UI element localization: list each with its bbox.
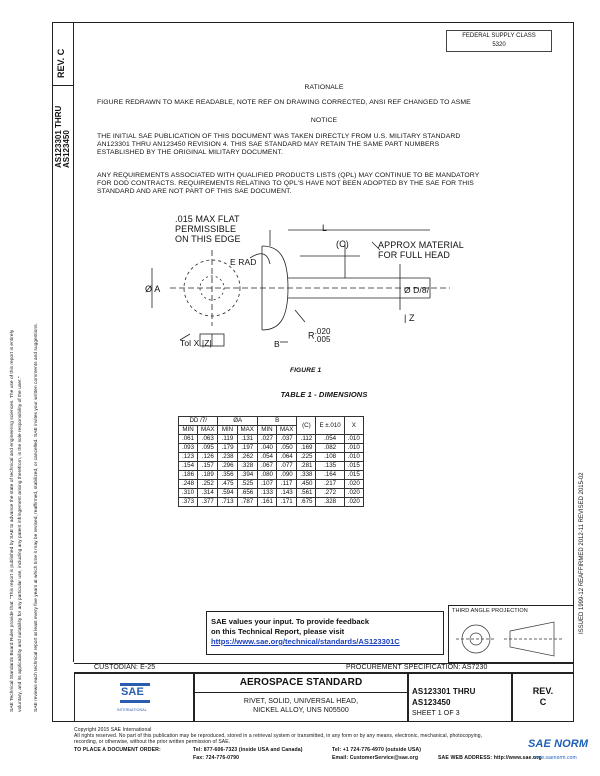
left-rev-label: REV. C xyxy=(56,48,66,78)
figure-note-flat: .015 MAX FLAT PERMISSIBLE ON THIS EDGE xyxy=(175,214,241,244)
table-cell: .117 xyxy=(276,480,296,489)
rationale-title: RATIONALE xyxy=(304,84,344,91)
figure-caption: FIGURE 1 xyxy=(290,367,322,374)
table-cell: .077 xyxy=(276,462,296,471)
table-cell: .015 xyxy=(344,471,363,480)
col-dd: DD /7/ xyxy=(179,417,218,426)
table-sub-header-row: MIN MAX MIN MAX MIN MAX xyxy=(179,426,364,435)
table-cell: .119 xyxy=(218,435,237,444)
col-dia-a: ØA xyxy=(218,417,257,426)
table-cell: .394 xyxy=(237,471,257,480)
table-cell: .067 xyxy=(257,462,276,471)
table-cell: .561 xyxy=(297,489,316,498)
table-cell: .186 xyxy=(179,471,198,480)
table-cell: .594 xyxy=(218,489,237,498)
table-cell: .225 xyxy=(297,453,316,462)
table-cell: .475 xyxy=(218,480,237,489)
table-cell: .525 xyxy=(237,480,257,489)
federal-supply-class: FEDERAL SUPPLY CLASS 5320 xyxy=(446,30,552,52)
notice-paragraph-2: ANY REQUIREMENTS ASSOCIATED WITH QUALIFIED PRODUCTS LISTS (QPL) MAY CONTINUE TO BE MANDATORY FOR DOD CONTRACTS. REQUIREMENTS RELATING TO QPL'S HAVE NOT BEEN ADOPTED BY THE SAE FOR THIS STANDARD AND ARE NOT PART OF THIS SAE DOCUMENT. xyxy=(97,172,480,195)
table-cell: .037 xyxy=(276,435,296,444)
table-cell: .217 xyxy=(316,480,344,489)
table-cell: .082 xyxy=(316,444,344,453)
table-body xyxy=(179,435,364,507)
figure-tolerance: Tol X |Z| xyxy=(180,338,212,348)
table-cell: .272 xyxy=(316,489,344,498)
table-cell: .090 xyxy=(276,471,296,480)
table-row xyxy=(179,471,364,480)
table-cell: .154 xyxy=(179,462,198,471)
notice-paragraph-1: THE INITIAL SAE PUBLICATION OF THIS DOCUMENT WAS TAKEN DIRECTLY FROM U.S. MILITARY STANDARD AN123301 THRU AN123450 REVISION 4. THIS SAE STANDARD MAY RETAIN THE SAME PART NUMBERS ESTABLISHED BY THE ORIGINAL MILITARY DOCUMENT. xyxy=(97,133,461,156)
table-cell: .063 xyxy=(198,435,218,444)
table-cell: .189 xyxy=(198,471,218,480)
sae-logo-subtext: INTERNATIONAL xyxy=(117,708,147,712)
table-row xyxy=(179,444,364,453)
table-cell: .356 xyxy=(218,471,237,480)
table-row xyxy=(179,480,364,489)
procurement-label: PROCUREMENT SPECIFICATION: AS7230 xyxy=(346,664,488,671)
table-cell: .050 xyxy=(276,444,296,453)
figure-label-l: L xyxy=(322,223,328,233)
table-cell: .135 xyxy=(316,462,344,471)
table-row xyxy=(179,435,364,444)
table-cell: .675 xyxy=(297,498,316,507)
figure-label-c: (C) xyxy=(336,239,349,249)
table-row xyxy=(179,489,364,498)
table-cell: .238 xyxy=(218,453,237,462)
table-cell: .262 xyxy=(237,453,257,462)
table-cell: .027 xyxy=(257,435,276,444)
notice-title: NOTICE xyxy=(310,117,338,124)
rev-label: REV. C xyxy=(532,686,554,707)
title-heading: AEROSPACE STANDARD xyxy=(239,677,363,688)
figure-note-approx: APPROX MATERIAL FOR FULL HEAD xyxy=(378,240,464,260)
table-cell: .373 xyxy=(179,498,198,507)
dimensions-table xyxy=(178,416,364,507)
table-cell: .054 xyxy=(257,453,276,462)
col-b: B xyxy=(257,417,296,426)
table-cell: .161 xyxy=(257,498,276,507)
watermark-url: www.saenorm.com xyxy=(533,755,577,761)
table-cell: .020 xyxy=(344,498,363,507)
table-row xyxy=(179,498,364,507)
revision-dates: ISSUED 1999-12 REAFFIRMED 2012-11 REVISED 2015-02 xyxy=(579,472,585,634)
table-cell: .281 xyxy=(297,462,316,471)
table-cell: .131 xyxy=(237,435,257,444)
projection-symbol xyxy=(452,618,570,660)
table-cell: .010 xyxy=(344,444,363,453)
table-cell: .157 xyxy=(198,462,218,471)
table-cell: .164 xyxy=(316,471,344,480)
projection-label: THIRD ANGLE PROJECTION xyxy=(452,608,528,614)
feedback-link[interactable]: https://www.sae.org/technical/standards/AS123301C xyxy=(211,637,400,646)
footer-order: TO PLACE A DOCUMENT ORDER: xyxy=(74,747,161,753)
table-cell: .656 xyxy=(237,489,257,498)
table-cell: .787 xyxy=(237,498,257,507)
table-title: TABLE 1 - DIMENSIONS xyxy=(280,390,368,399)
footer-copyright: Copyright 2015 SAE International All rights reserved. No part of this publication may be reproduced, stored in a retrieval system or transmitted, in any form or by any means, electronic, mechanical, photocopying, recording, or otherwise, without the prior written permission of SAE. xyxy=(74,727,483,745)
disclaimer-line-2: voluntary, and its applicability and suitability for any particular use, including any patent infringement arising therefrom, is the sole responsibility of the user." xyxy=(18,376,23,712)
table-row xyxy=(179,453,364,462)
sae-logo-text: SAE xyxy=(121,686,144,698)
table-cell: .126 xyxy=(198,453,218,462)
table-cell: .171 xyxy=(276,498,296,507)
col-e: E ±.010 xyxy=(316,417,344,435)
table-cell: .314 xyxy=(198,489,218,498)
left-doc-range: AS123301 THRU AS123450 xyxy=(54,105,71,168)
col-x: X xyxy=(344,417,363,435)
table-cell: .064 xyxy=(276,453,296,462)
table-cell: .015 xyxy=(344,462,363,471)
table-cell: .095 xyxy=(198,444,218,453)
table-cell: .310 xyxy=(179,489,198,498)
watermark-logo: SAE NORM xyxy=(528,738,589,750)
table-cell: .107 xyxy=(257,480,276,489)
table-cell: .010 xyxy=(344,435,363,444)
table-row xyxy=(179,462,364,471)
rationale-text: FIGURE REDRAWN TO MAKE READABLE, NOTE REF ON DRAWING CORRECTED, ANSI REF CHANGED TO ASME xyxy=(97,99,471,106)
title-description: RIVET, SOLID, UNIVERSAL HEAD, NICKEL ALLOY, UNS N05500 xyxy=(243,698,359,714)
table-cell: .020 xyxy=(344,489,363,498)
table-cell: .296 xyxy=(218,462,237,471)
col-c: (C) xyxy=(297,417,316,435)
table-cell: .252 xyxy=(198,480,218,489)
disclaimer-line-1: SAE Technical Standards Board Rules provide that: "This report is published by SAE to advance the state of technical and engineering sciences. The use of this report is entirely xyxy=(10,329,15,712)
table-cell: .248 xyxy=(179,480,198,489)
table-cell: .108 xyxy=(316,453,344,462)
table-cell: .040 xyxy=(257,444,276,453)
figure-label-r: R .020 .005 xyxy=(308,327,331,344)
table-cell: .328 xyxy=(237,462,257,471)
table-cell: .169 xyxy=(297,444,316,453)
table-cell: .179 xyxy=(218,444,237,453)
footer-fax: Fax: 724-776-0790 xyxy=(193,755,240,761)
footer-web[interactable]: SAE WEB ADDRESS: http://www.sae.org xyxy=(438,755,542,761)
footer-email: Email: CustomerService@sae.org xyxy=(332,755,419,761)
table-cell: .133 xyxy=(257,489,276,498)
figure-label-dia-d: Ø D/8/ xyxy=(404,285,430,295)
sheet-number: SHEET 1 OF 3 xyxy=(412,710,460,717)
table-cell: .061 xyxy=(179,435,198,444)
table-cell: .713 xyxy=(218,498,237,507)
doc-number: AS123301 THRU AS123450 xyxy=(412,687,476,707)
title-underline xyxy=(194,692,408,693)
figure-label-erad: E RAD xyxy=(230,257,257,267)
table-cell: .197 xyxy=(237,444,257,453)
table-cell: .080 xyxy=(257,471,276,480)
figure-label-dia-a: Ø A xyxy=(145,284,161,294)
custodian-label: CUSTODIAN: E-25 xyxy=(94,664,156,671)
table-cell: .143 xyxy=(276,489,296,498)
table-cell: .123 xyxy=(179,453,198,462)
table-cell: .112 xyxy=(297,435,316,444)
disclaimer-line-3: SAE reviews each technical report at least every five years at which time it may be revised, reaffirmed, stabilized, or cancelled. SAE invites your written comments and suggestions. xyxy=(34,323,39,712)
figure-label-b: B xyxy=(274,339,280,349)
feedback-box: SAE values your input. To provide feedback on this Technical Report, please visit https://www.sae.org/technical/standards/AS123301C xyxy=(206,611,444,655)
table-cell: .450 xyxy=(297,480,316,489)
footer-tel-1: Tel: 877-606-7323 (inside USA and Canada) xyxy=(193,747,303,753)
table-cell: .377 xyxy=(198,498,218,507)
table-cell: .093 xyxy=(179,444,198,453)
table-cell: .338 xyxy=(297,471,316,480)
figure-label-z: | Z xyxy=(404,313,415,323)
table-group-header-row xyxy=(179,417,364,426)
footer-tel-2: Tel: +1 724-776-4970 (outside USA) xyxy=(332,747,422,753)
table-cell: .020 xyxy=(344,480,363,489)
table-cell: .010 xyxy=(344,453,363,462)
table-cell: .328 xyxy=(316,498,344,507)
table-cell: .054 xyxy=(316,435,344,444)
